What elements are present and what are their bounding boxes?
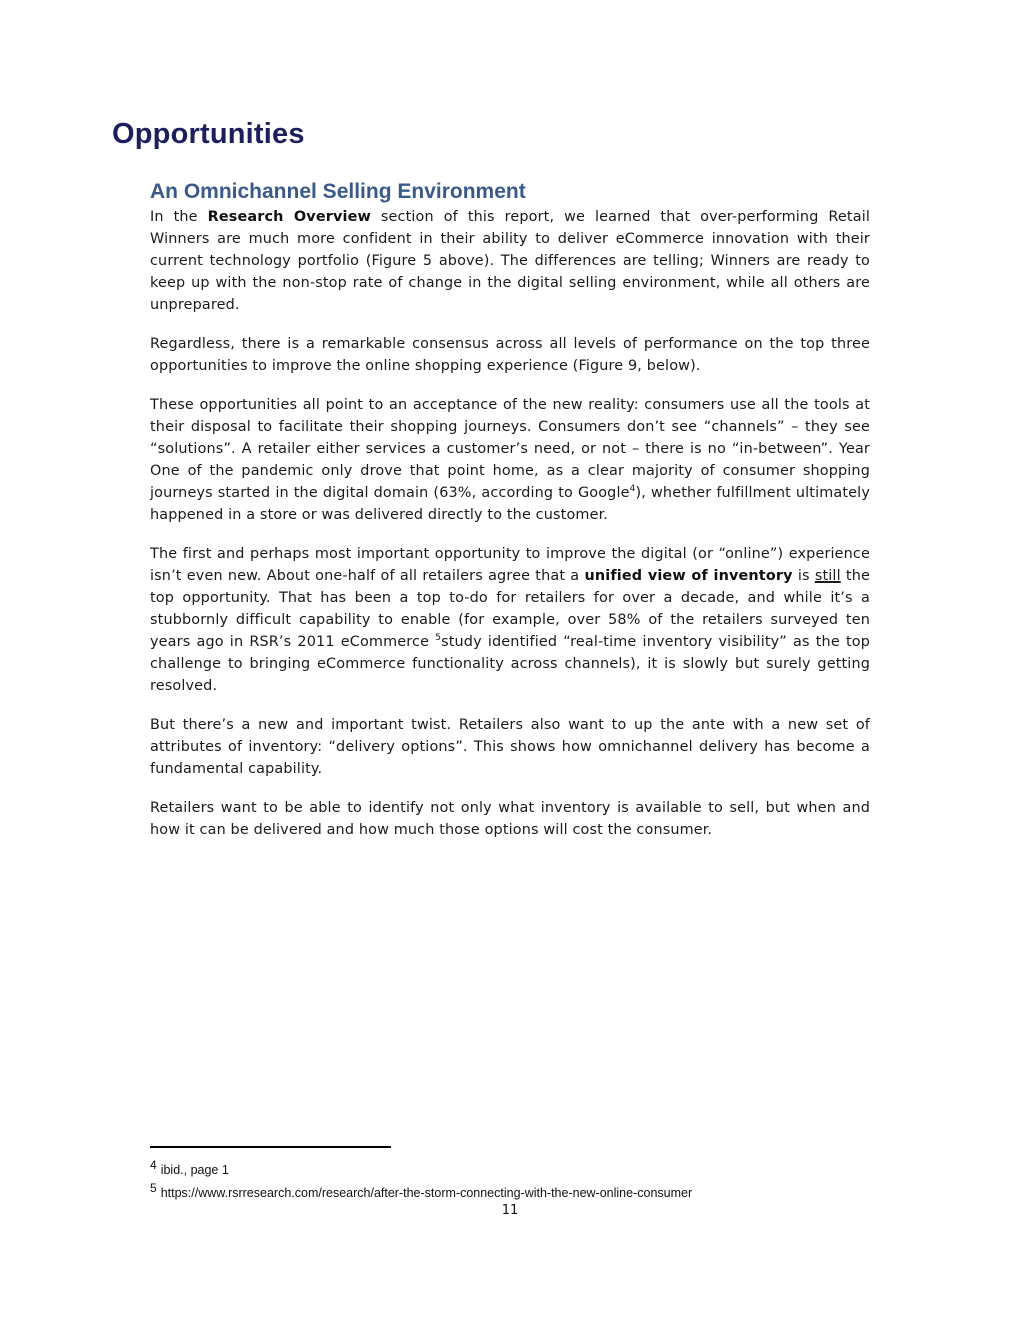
- p3-text-b: ), whether fulfillment ultimately happened in a store or was delivered directly to the customer.: [150, 485, 870, 523]
- p1-text-a: In the: [150, 209, 208, 225]
- footnote-text: ibid., page 1: [160, 1163, 229, 1177]
- section-omnichannel: [150, 178, 870, 858]
- paragraph-2: Regardless, there is a remarkable consensus across all levels of performance on the top three opportunities to improve the online shopping experience (Figure 9, below).: [150, 336, 870, 374]
- footnote-ref-4: 4: [629, 484, 636, 495]
- footnote-4: [150, 1154, 692, 1177]
- p1-bold-research-overview: Research Overview: [207, 209, 371, 225]
- page-title: Opportunities: [112, 118, 305, 150]
- page-number: 11: [501, 1203, 519, 1218]
- paragraph-3: [150, 394, 870, 526]
- footnote-number: 5: [150, 1181, 157, 1195]
- footnote-link[interactable]: https://www.rsrresearch.com/research/after-the-storm-connecting-with-the-new-online-consumer: [160, 1186, 693, 1200]
- p4-text-e: the top opportunity. That has been a top to-do for retailers for over a decade, and while it’s a stubbornly difficult capability to enable (for example, over 58% of the retailers surveyed ten years ago in RSR’s 2011 eCommerce: [150, 568, 870, 650]
- paragraph-1: [150, 206, 870, 316]
- p4-text-a: The first and perhaps most important opportunity to improve the digital (or “online”) experience isn’t even new. About one-half of all retailers agree that a: [150, 546, 870, 584]
- footnote-ref-5: 5: [435, 633, 442, 644]
- p1-text-c: section of this report, we learned that over-performing Retail Winners are much more confident in their ability to deliver eCommerce innovation with their current technology portfolio (Figure 5 above). The differences are telling; Winners are ready to keep up with the non-stop rate of change in the digital selling environment, while all others are unprepared.: [150, 209, 870, 313]
- p4-text-c: is: [792, 568, 815, 584]
- paragraph-5: But there’s a new and important twist. Retailers also want to up the ante with a new set of attributes of inventory: “delivery options”. This shows how omnichannel delivery has become a fundamental capability.: [150, 717, 870, 777]
- section-heading: An Omnichannel Selling Environment: [150, 180, 526, 203]
- footnote-5: [150, 1177, 692, 1200]
- footnote-number: 4: [150, 1158, 157, 1172]
- footnote-divider: [150, 1146, 391, 1148]
- p4-underline-still: still: [814, 568, 841, 584]
- p3-text-a: These opportunities all point to an acceptance of the new reality: consumers use all the tools at their disposal to facilitate their shopping journeys. Consumers don’t see “channels” – they see “solutions”. A retailer either services a customer’s need, or not – there is no “in-between”. Year One of the pandemic only drove that point home, as a clear majority of consumer shopping journeys started in the digital domain (63%, according to Google: [150, 397, 870, 501]
- p4-bold-unified-view: unified view of inventory: [584, 568, 793, 584]
- p4-text-f: study identified “real-time inventory visibility” as the top challenge to bringing eCommerce functionality across channels), it is slowly but surely getting resolved.: [150, 634, 870, 694]
- paragraph-6: Retailers want to be able to identify not only what inventory is available to sell, but when and how it can be delivered and how much those options will cost the consumer.: [150, 800, 870, 838]
- footnotes: [150, 1154, 692, 1200]
- paragraph-4: [150, 543, 870, 697]
